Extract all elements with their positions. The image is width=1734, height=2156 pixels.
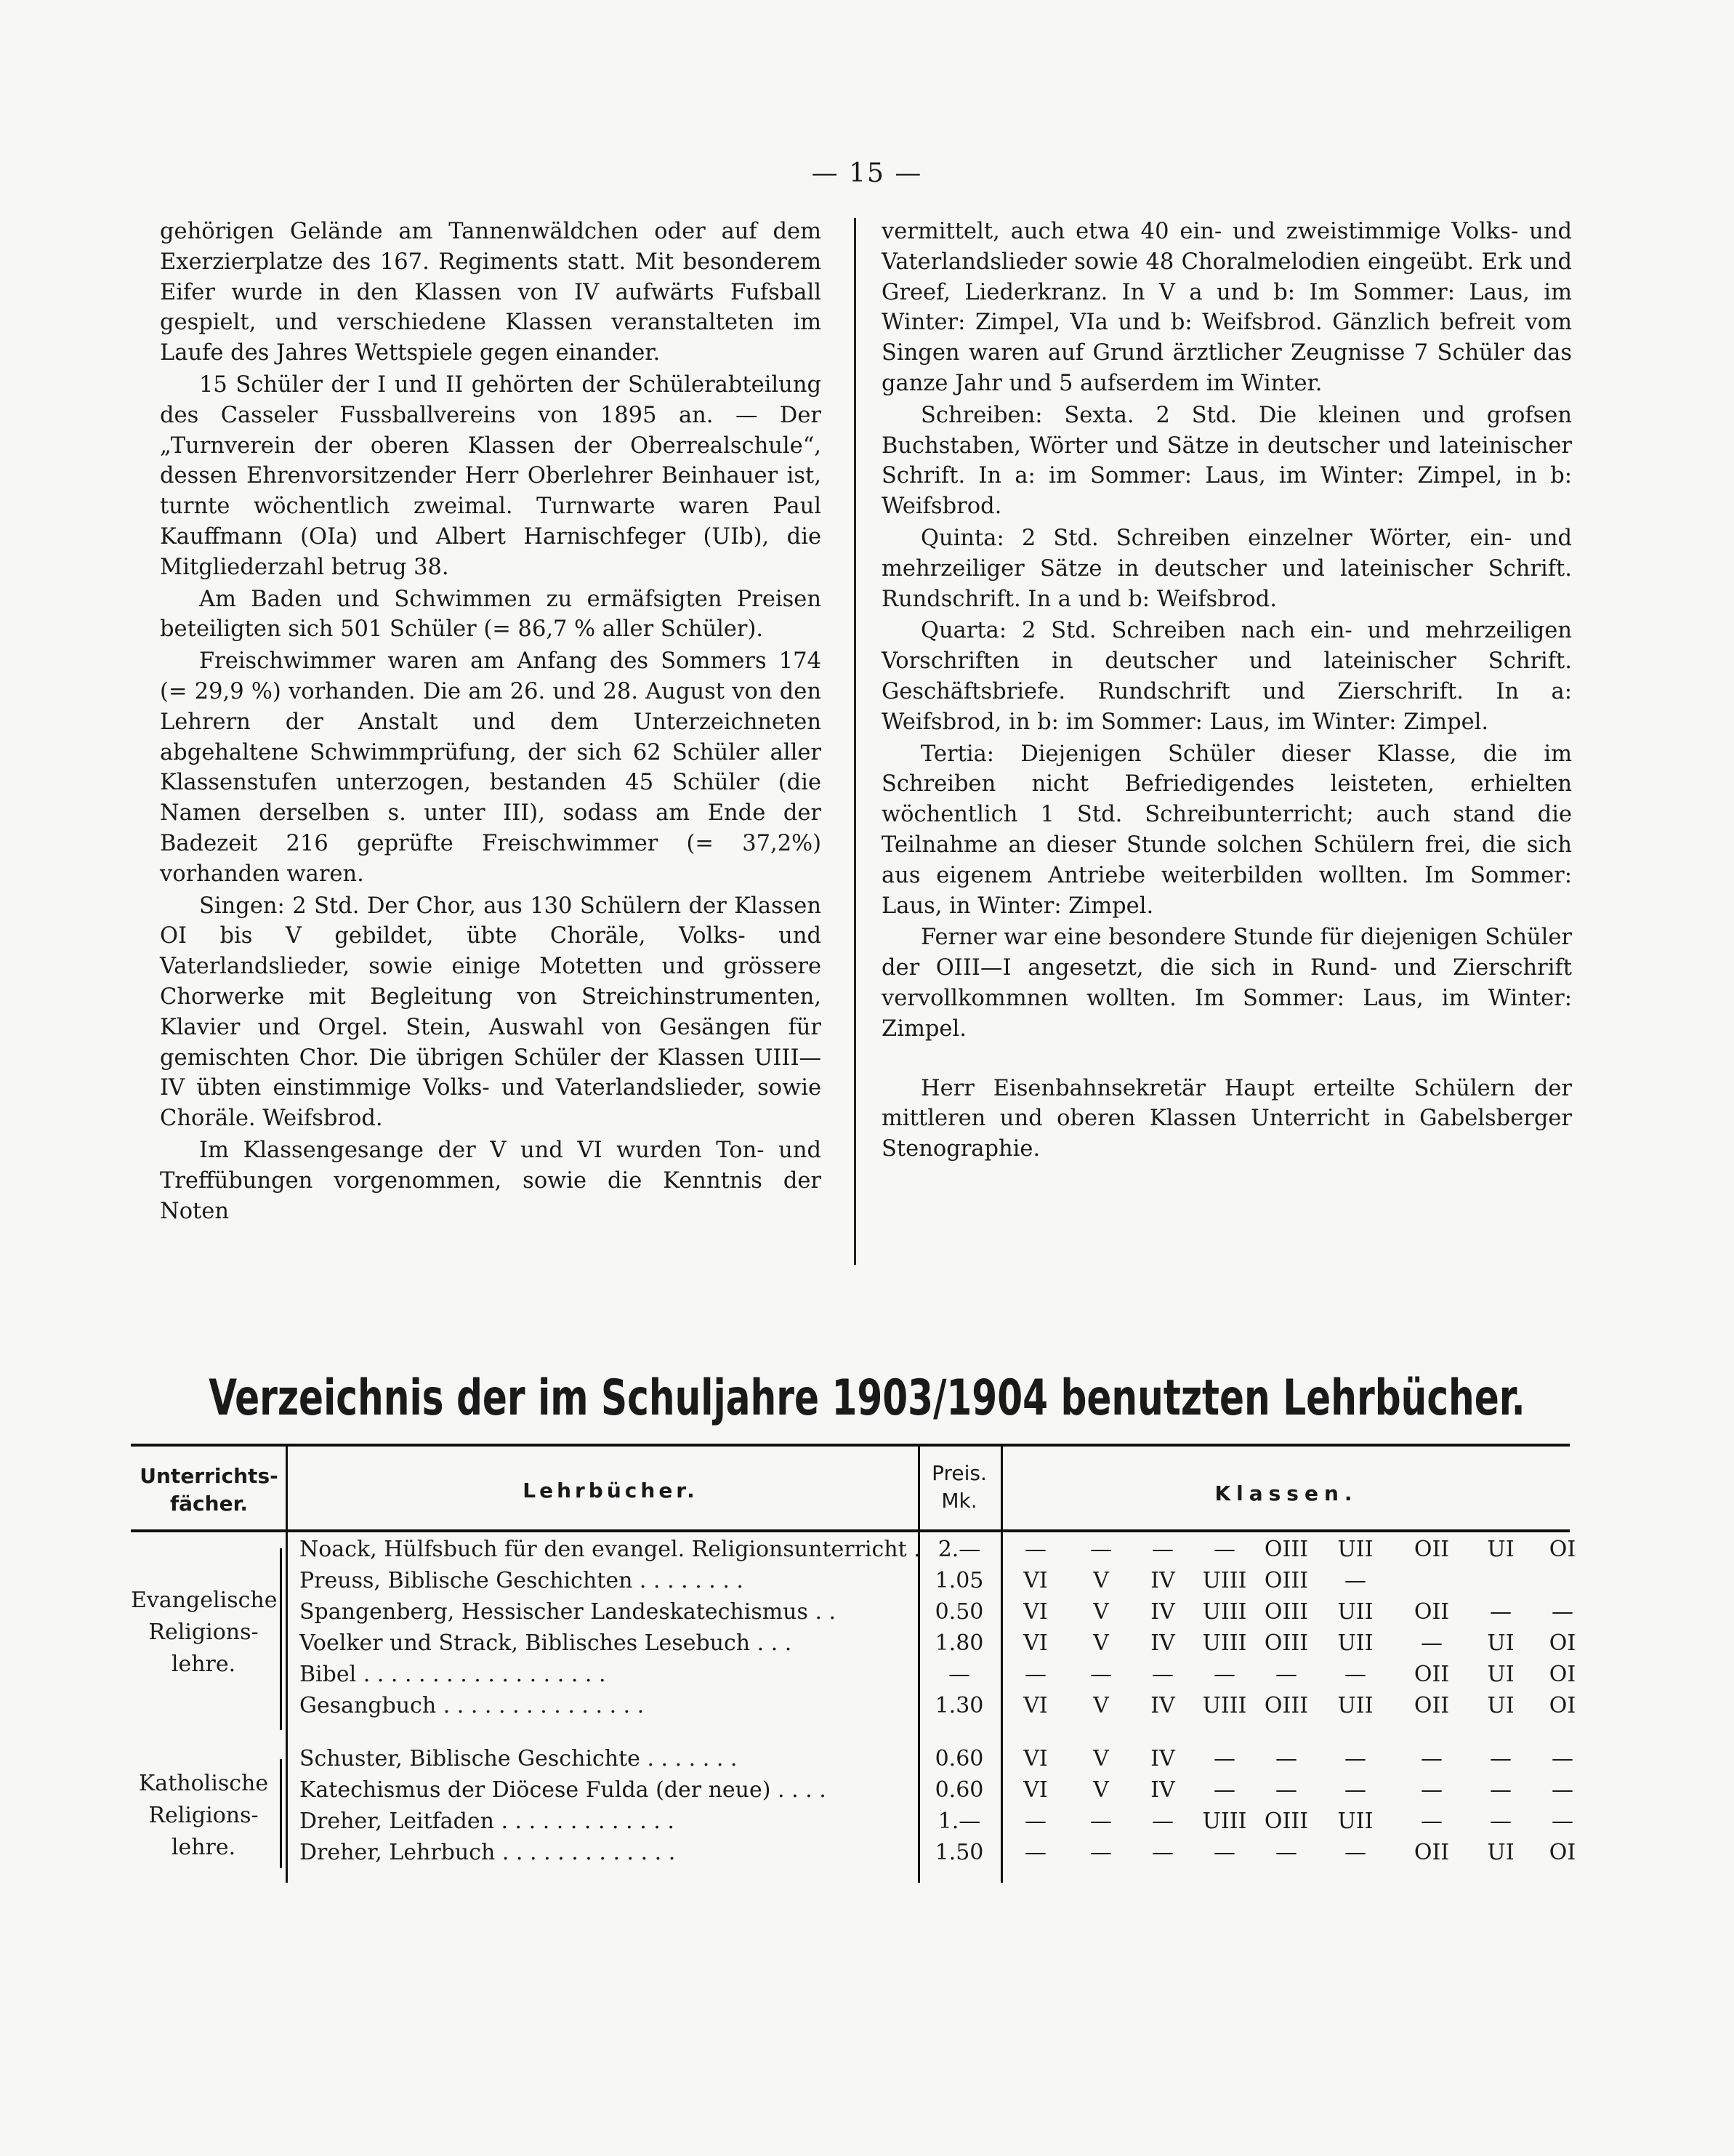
table-cell-class: — — [1214, 1777, 1235, 1803]
table-cell-class: OIII — [1264, 1693, 1309, 1718]
table-cell-class: IV — [1150, 1746, 1175, 1771]
table-cell-class: — — [1152, 1537, 1174, 1562]
table-cell-class: V — [1093, 1599, 1109, 1625]
table-cell-class: OII — [1414, 1693, 1450, 1718]
table-cell-class: — — [1275, 1777, 1297, 1803]
table-cell-class: — — [1275, 1746, 1297, 1771]
table-cell-class: — — [1214, 1662, 1235, 1687]
table-cell-class: UIII — [1202, 1809, 1247, 1834]
table-cell-class: OI — [1549, 1662, 1576, 1687]
paragraph: 15 Schüler der I und II gehörten der Schülerabteilung des Casseler Fussballvereins von 1895 an. — Der „Turnverein der oberen Klassen der Oberrealschule“, dessen Ehrenvorsitzender Herr Oberlehrer Beinhauer ist, turnte wöchentlich zweimal. Turnwarte waren Paul Kauffmann (OIa) und Albert Harnischfeger (UIb), die Mitgliederzahl betrug 38. — [160, 371, 821, 580]
table-cell-class: — — [1152, 1809, 1174, 1834]
table-cell-price: 1.— — [937, 1809, 981, 1834]
table-cell-class: VI — [1023, 1693, 1048, 1718]
table-cell-class: IV — [1150, 1599, 1175, 1625]
table-cell-class: — — [1421, 1630, 1443, 1656]
table-cell-class: IV — [1150, 1693, 1175, 1718]
table-cell-class: OIII — [1264, 1599, 1309, 1625]
table-cell-class: — — [1214, 1746, 1235, 1771]
paragraph: Singen: 2 Std. Der Chor, aus 130 Schülern der Klassen OI bis V gebildet, übte Choräle, Volks- und Vaterlandslieder, sowie einige Motetten und grössere Chorwerke mit Begleitung von Streichinstrumenten, Klavier und Orgel. Stein, Auswahl von Gesängen für gemischten Chor. Die übrigen Schüler der Klassen UIII—IV übten einstimmige Volks- und Vaterlandslieder, sowie Choräle. Weifsbrod. — [160, 893, 821, 1132]
group-label-evangelisch: Evangelische Religions- lehre. — [131, 1588, 278, 1677]
table-cell-class: UI — [1487, 1630, 1515, 1656]
paragraph: Herr Eisenbahnsekretär Haupt erteilte Schülern der mittleren und oberen Klassen Unterricht in Gabelsberger Stenographie. — [882, 1075, 1572, 1162]
table-cell-price: 0.60 — [935, 1746, 984, 1771]
paragraph: Quinta: 2 Std. Schreiben einzelner Wörter, ein- und mehrzeiliger Sätze in deutscher und lateinischer Schrift. Rundschrift. In a und b: Weifsbrod. — [882, 525, 1572, 612]
header-price: Preis. Mk. — [932, 1461, 987, 1513]
table-cell-class: VI — [1023, 1599, 1048, 1625]
table-cell-price: 1.50 — [935, 1840, 984, 1865]
table-cell-price: 0.60 — [935, 1777, 984, 1803]
table-cell-book: Spangenberg, Hessischer Landeskatechismus . . — [299, 1599, 836, 1625]
table-cell-class: — — [1344, 1662, 1366, 1687]
table-cell-book: Dreher, Lehrbuch . . . . . . . . . . . . . — [299, 1840, 676, 1865]
table-cell-class: IV — [1150, 1777, 1175, 1803]
table-cell-class: — — [1090, 1840, 1112, 1865]
table-cell-book: Dreher, Leitfaden . . . . . . . . . . . . . — [299, 1809, 674, 1834]
table-top-rule — [131, 1444, 1570, 1447]
table-cell-class: — — [1490, 1809, 1512, 1834]
table-cell-class: — — [1421, 1777, 1443, 1803]
table-cell-class: — — [1490, 1599, 1512, 1625]
table-cell-class: — — [1344, 1840, 1366, 1865]
table-cell-class: IV — [1150, 1630, 1175, 1656]
table-cell-class: IV — [1150, 1568, 1175, 1593]
table-cell-class: — — [1490, 1746, 1512, 1771]
table-cell-class: — — [1344, 1746, 1366, 1771]
table-cell-book: Gesangbuch . . . . . . . . . . . . . . . — [299, 1693, 645, 1718]
right-column — [882, 217, 1572, 1166]
table-cell-price: 1.80 — [935, 1630, 984, 1656]
table-cell-class: VI — [1023, 1777, 1048, 1803]
table-cell-class: UI — [1487, 1693, 1515, 1718]
table-cell-class: OII — [1414, 1537, 1450, 1562]
table-cell-class: VI — [1023, 1568, 1048, 1593]
table-cell-price: 2.— — [937, 1537, 981, 1562]
header-books: Lehrbücher. — [523, 1479, 698, 1503]
table-cell-class: OI — [1549, 1537, 1576, 1562]
table-title: Verzeichnis der im Schuljahre 1903/1904 benutzten Lehrbücher. — [209, 1369, 1525, 1427]
table-cell-class: OI — [1549, 1630, 1576, 1656]
table-cell-class: UI — [1487, 1840, 1515, 1865]
table-cell-class: V — [1093, 1630, 1109, 1656]
table-cell-class: V — [1093, 1693, 1109, 1718]
table-cell-class: — — [1552, 1777, 1573, 1803]
table-cell-class: — — [1214, 1840, 1235, 1865]
table-cell-book: Noack, Hülfsbuch für den evangel. Religionsunterricht . — [299, 1537, 921, 1562]
paragraph: Freischwimmer waren am Anfang des Sommers 174 (= 29,9 %) vorhanden. Die am 26. und 28. August von den Lehrern der Anstalt und dem Unterzeichneten abgehaltene Schwimmprüfung, der sich 62 Schüler aller Klassenstufen unterzogen, bestanden 45 Schüler (die Namen derselben s. unter III), sodass am Ende der Badezeit 216 geprüfte Freischwimmer (= 37,2%) vorhanden waren. — [160, 648, 821, 887]
table-cell-class: — — [1025, 1840, 1047, 1865]
paragraph: Tertia: Diejenigen Schüler dieser Klasse, die im Schreiben nicht Befriedigendes leisteten, erhielten wöchentlich 1 Std. Schreibunterricht; auch stand die Teilnahme an dieser Stunde solchen Schülern frei, die sich aus eigenem Antriebe weiterbilden wollten. Im Sommer: Laus, in Winter: Zimpel. — [882, 741, 1572, 919]
page-number: — 15 — — [811, 158, 923, 188]
table-cell-price: 0.50 — [935, 1599, 984, 1625]
table-cell-class: V — [1093, 1746, 1109, 1771]
table-cell-class: — — [1214, 1537, 1235, 1562]
table-cell-class: UIII — [1202, 1630, 1247, 1656]
table-cell-class: — — [1552, 1599, 1573, 1625]
table-cell-class: UIII — [1202, 1568, 1247, 1593]
table-cell-class: — — [1275, 1662, 1297, 1687]
table-cell-class: UII — [1337, 1693, 1374, 1718]
column-divider — [854, 218, 856, 1265]
table-cell-class: — — [1490, 1777, 1512, 1803]
table-cell-book: Schuster, Biblische Geschichte . . . . . . . — [299, 1746, 738, 1771]
paragraph: vermittelt, auch etwa 40 ein- und zweistimmige Volks- und Vaterlandslieder sowie 48 Choralmelodien eingeübt. Erk und Greef, Liederkranz. In V a und b: Im Sommer: Laus, im Winter: Zimpel, VIa und b: Weifsbrod. Gänzlich befreit vom Singen waren auf Grund ärztlicher Zeugnisse 7 Schüler das ganze Jahr und 5 aufserdem im Winter. — [882, 219, 1572, 396]
table-cell-class: — — [1552, 1809, 1573, 1834]
table-cell-class: — — [1025, 1809, 1047, 1834]
table-cell-price: 1.30 — [935, 1693, 984, 1718]
paragraph: Quarta: 2 Std. Schreiben nach ein- und mehrzeiligen Vorschriften in deutscher und lateinischer Schrift. Geschäftsbriefe. Rundschrift und Zierschrift. In a: Weifsbrod, in b: im Sommer: Laus, im Winter: Zimpel. — [882, 618, 1572, 735]
table-cell-class: V — [1093, 1568, 1109, 1593]
group-label-katholisch: Katholische Religions- lehre. — [138, 1771, 269, 1860]
table-cell-class: — — [1552, 1746, 1573, 1771]
table-cell-class: UII — [1337, 1599, 1374, 1625]
table-cell-class: UI — [1487, 1662, 1515, 1687]
table-cell-class: — — [1025, 1537, 1047, 1562]
table-cell-price: 1.05 — [935, 1568, 984, 1593]
paragraph: Schreiben: Sexta. 2 Std. Die kleinen und grofsen Buchstaben, Wörter und Sätze in deutscher und lateinischer Schrift. In a: im Sommer: Laus, im Winter: Zimpel, in b: Weifsbrod. — [882, 402, 1572, 520]
table-cell-book: Preuss, Biblische Geschichten . . . . . . . . — [299, 1568, 743, 1593]
table-cell-book: Bibel . . . . . . . . . . . . . . . . . . — [299, 1662, 606, 1687]
table-cell-class: OIII — [1264, 1568, 1309, 1593]
header-subjects: Unterrichts- fächer. — [140, 1464, 278, 1516]
header-classes: Klassen. — [1214, 1481, 1358, 1505]
table-cell-class: OI — [1549, 1840, 1576, 1865]
table-cell-class: UIII — [1202, 1599, 1247, 1625]
table-cell-book: Katechismus der Diöcese Fulda (der neue) . . . . — [299, 1777, 826, 1803]
table-cell-class: — — [1090, 1809, 1112, 1834]
table-cell-class: — — [1090, 1662, 1112, 1687]
table-cell-class: VI — [1023, 1630, 1048, 1656]
table-cell-class: — — [1344, 1568, 1366, 1593]
table-cell-class: — — [1344, 1777, 1366, 1803]
paragraph: Ferner war eine besondere Stunde für diejenigen Schüler der OIII—I angesetzt, die sich in Rund- und Zierschrift vervollkommnen wollten. Im Sommer: Laus, im Winter: Zimpel. — [882, 925, 1572, 1042]
table-cell-class: OIII — [1264, 1630, 1309, 1656]
table-cell-class: OIII — [1264, 1809, 1309, 1834]
paragraph: Am Baden und Schwimmen zu ermäfsigten Preisen beteiligten sich 501 Schüler (= 86,7 % aller Schüler). — [160, 586, 821, 643]
table-cell-class: OII — [1414, 1599, 1450, 1625]
table-cell-class: — — [1152, 1840, 1174, 1865]
table-cell-price: — — [948, 1662, 970, 1687]
brace-line — [280, 1548, 282, 1730]
paragraph: gehörigen Gelände am Tannenwäldchen oder auf dem Exerzierplatze des 167. Regiments statt. Mit besonderem Eifer wurde in den Klassen von IV aufwärts Fufsball gespielt, und verschiedene Klassen veranstalteten im Laufe des Jahres Wettspiele gegen einander. — [160, 219, 821, 366]
table-cell-class: UI — [1487, 1537, 1515, 1562]
table-cell-book: Voelker und Strack, Biblisches Lesebuch . . . — [299, 1630, 792, 1656]
table-cell-class: UIII — [1202, 1693, 1247, 1718]
table-vline — [286, 1447, 288, 1883]
table-cell-class: UII — [1337, 1537, 1374, 1562]
table-cell-class: UII — [1337, 1809, 1374, 1834]
table-cell-class: OII — [1414, 1662, 1450, 1687]
table-cell-class: — — [1421, 1746, 1443, 1771]
table-cell-class: OIII — [1264, 1537, 1309, 1562]
table-cell-class: OII — [1414, 1840, 1450, 1865]
table-cell-class: UII — [1337, 1630, 1374, 1656]
table-cell-class: — — [1025, 1662, 1047, 1687]
table-cell-class: VI — [1023, 1746, 1048, 1771]
paragraph: Im Klassengesange der V und VI wurden Ton- und Treffübungen vorgenommen, sowie die Kenntnis der Noten — [160, 1137, 821, 1224]
table-cell-class: — — [1152, 1662, 1174, 1687]
table-cell-class: — — [1421, 1809, 1443, 1834]
table-header-rule — [131, 1529, 1570, 1532]
left-column — [160, 217, 821, 1228]
table-cell-class: OI — [1549, 1693, 1576, 1718]
table-cell-class: — — [1275, 1840, 1297, 1865]
brace-line — [280, 1759, 282, 1868]
table-cell-class: — — [1090, 1537, 1112, 1562]
table-cell-class: V — [1093, 1777, 1109, 1803]
